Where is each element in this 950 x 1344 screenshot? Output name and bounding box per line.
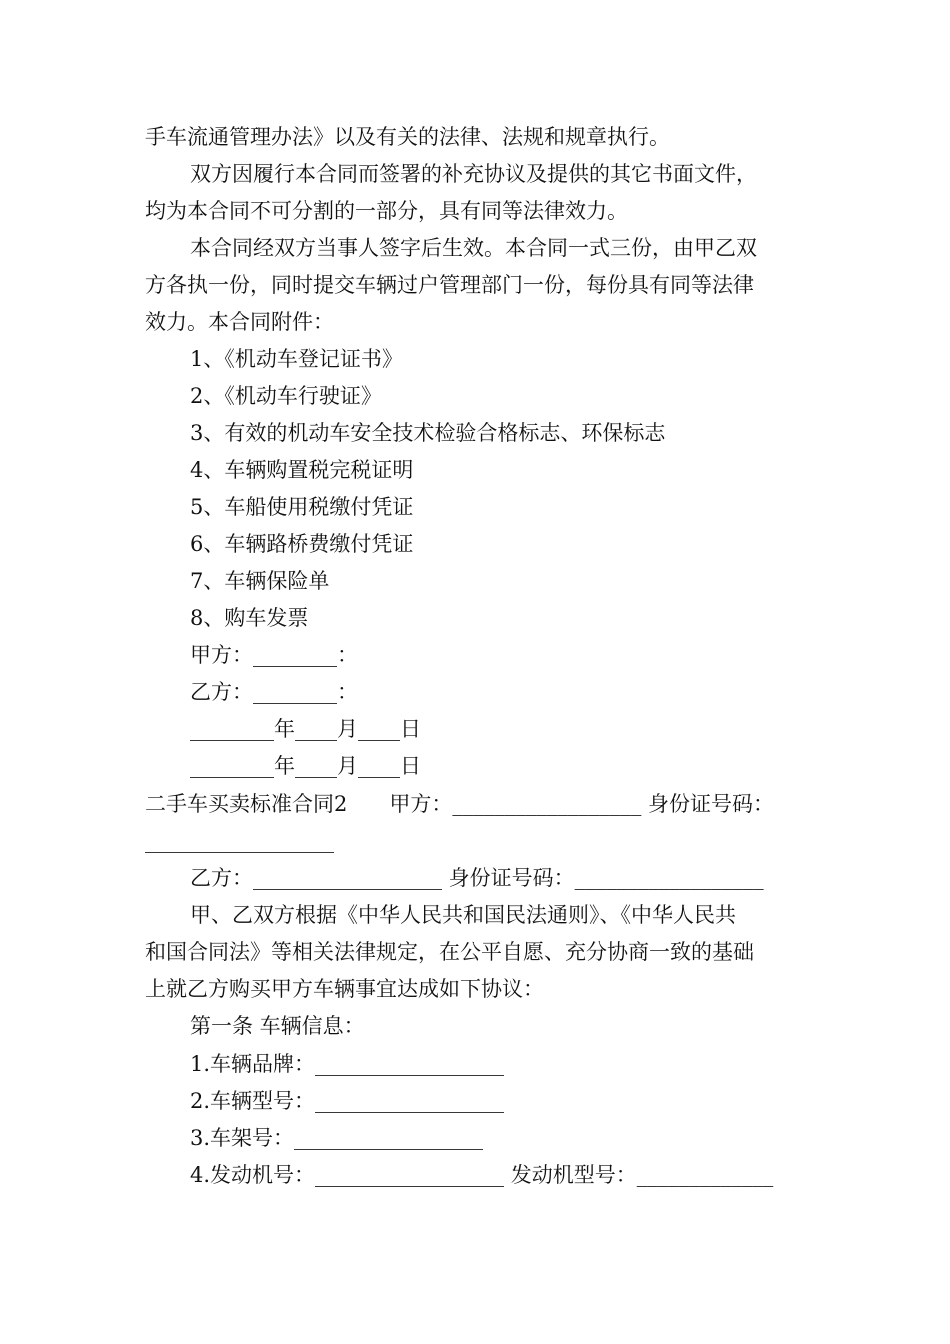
attachment-item: 5、车船使用税缴付凭证 bbox=[190, 495, 414, 519]
text-line: 手车流通管理办法》以及有关的法律、法规和规章执行。 bbox=[145, 125, 670, 149]
signature-party-a: 甲方：________： bbox=[190, 643, 358, 667]
contract-title-line: 二手车买卖标准合同2 甲方：__________________ 身份证号码： bbox=[145, 792, 775, 816]
signature-party-b: 乙方：________： bbox=[190, 680, 358, 704]
text-line: 效力。本合同附件： bbox=[145, 310, 334, 334]
text-line: 双方因履行本合同而签署的补充协议及提供的其它书面文件， bbox=[190, 162, 757, 186]
text-line: 方各执一份，同时提交车辆过户管理部门一份，每份具有同等法律 bbox=[145, 273, 754, 297]
attachment-item: 8、购车发票 bbox=[190, 606, 309, 630]
vehicle-field: 2.车辆型号：__________________ bbox=[190, 1089, 505, 1113]
vehicle-field: 3.车架号：__________________ bbox=[190, 1126, 484, 1150]
text-line: 甲、乙双方根据《中华人民共和国民法通则》、《中华人民共 bbox=[190, 903, 736, 927]
text-line: 和国合同法》等相关法律规定，在公平自愿、充分协商一致的基础 bbox=[145, 940, 754, 964]
attachment-item: 7、车辆保险单 bbox=[190, 569, 330, 593]
text-line: __________________ bbox=[145, 829, 334, 853]
attachment-item: 1、《机动车登记证书》 bbox=[190, 347, 403, 371]
signature-date: ________年____月____日 bbox=[190, 754, 421, 778]
vehicle-field: 1.车辆品牌：__________________ bbox=[190, 1052, 505, 1076]
attachment-item: 6、车辆路桥费缴付凭证 bbox=[190, 532, 414, 556]
signature-date: ________年____月____日 bbox=[190, 717, 421, 741]
vehicle-field: 4.发动机号：__________________ 发动机型号：_____________ bbox=[190, 1163, 774, 1187]
text-line: 上就乙方购买甲方车辆事宜达成如下协议： bbox=[145, 977, 544, 1001]
attachment-item: 3、有效的机动车安全技术检验合格标志、环保标志 bbox=[190, 421, 666, 445]
text-line: 乙方：__________________ 身份证号码：__________________ bbox=[190, 866, 764, 890]
attachment-item: 2、《机动车行驶证》 bbox=[190, 384, 382, 408]
text-line: 均为本合同不可分割的一部分，具有同等法律效力。 bbox=[145, 199, 628, 223]
section-heading: 第一条 车辆信息： bbox=[190, 1014, 365, 1038]
attachment-item: 4、车辆购置税完税证明 bbox=[190, 458, 414, 482]
text-line: 本合同经双方当事人签字后生效。本合同一式三份，由甲乙双 bbox=[190, 236, 757, 260]
